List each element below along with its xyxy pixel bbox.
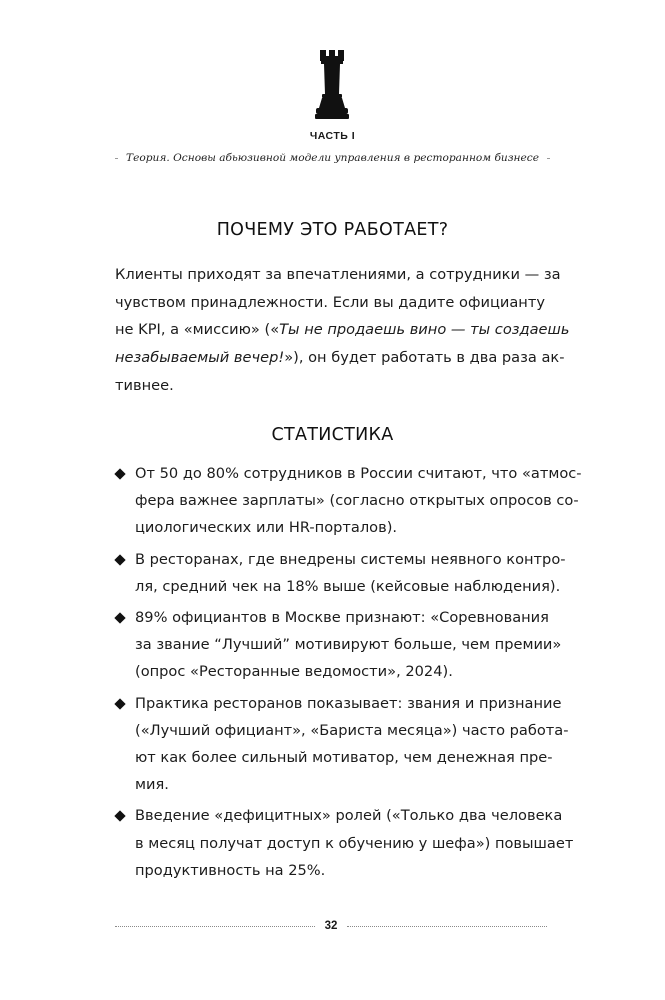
diamond-bullet-icon (114, 698, 125, 709)
intro-paragraph (115, 261, 570, 400)
footer-dotted-rule-right (347, 926, 547, 927)
part-subtitle-row (115, 152, 550, 164)
page-number: 32 (324, 920, 338, 932)
diamond-bullet-icon (114, 554, 125, 565)
page-footer (115, 920, 547, 932)
paragraph-line: незабываемый вечер!»), он будет работать в два раза ак- (115, 349, 565, 367)
section-heading-statistics: СТАТИСТИКА (271, 425, 394, 445)
diamond-bullet-icon (114, 811, 125, 822)
list-item: 89% официантов в Москве признают: «Соревнования за звание “Лучший” мотивируют больше, чем премии» (опрос «Ресторанные ведомости», 2024). (115, 604, 545, 686)
subtitle-rule-left (115, 158, 118, 159)
diamond-bullet-icon (114, 468, 125, 479)
footer-dotted-rule-left (115, 926, 315, 927)
list-item: От 50 до 80% сотрудников в России считают, что «атмос- фера важнее зарплаты» (согласно открытых опросов со- циологических или HR-порталов). (115, 460, 545, 542)
part-label: ЧАСТЬ I (309, 130, 356, 142)
list-item: Введение «дефицитных» ролей («Только два человека в месяц получат доступ к обучению у шефа») повышает продуктивность на 25%. (115, 802, 545, 884)
diamond-bullet-icon (114, 612, 125, 623)
paragraph-line: тивнее. (115, 376, 174, 394)
paragraph-line: чувством принадлежности. Если вы дадите официанту (115, 293, 545, 311)
paragraph-line: Клиенты приходят за впечатлениями, а сотрудники — за (115, 266, 561, 283)
chess-rook-icon (314, 50, 350, 120)
paragraph-line: не KPI, а «миссию» («Ты не продаешь вино — ты создаешь (115, 321, 570, 339)
section-heading-why: ПОЧЕМУ ЭТО РАБОТАЕТ? (216, 220, 449, 240)
list-item: Практика ресторанов показывает: звания и признание («Лучший официант», «Бариста месяца») часто работа- ют как более сильный мотиватор, чем денежная пре- мия. (115, 690, 545, 799)
statistics-list (115, 460, 582, 888)
list-item: В ресторанах, где внедрены системы неявного контро- ля, средний чек на 18% выше (кейсовые наблюдения). (115, 546, 545, 600)
subtitle-rule-right (547, 158, 550, 159)
part-subtitle: Теория. Основы абьюзивной модели управления в ресторанном бизнесе (126, 152, 539, 164)
